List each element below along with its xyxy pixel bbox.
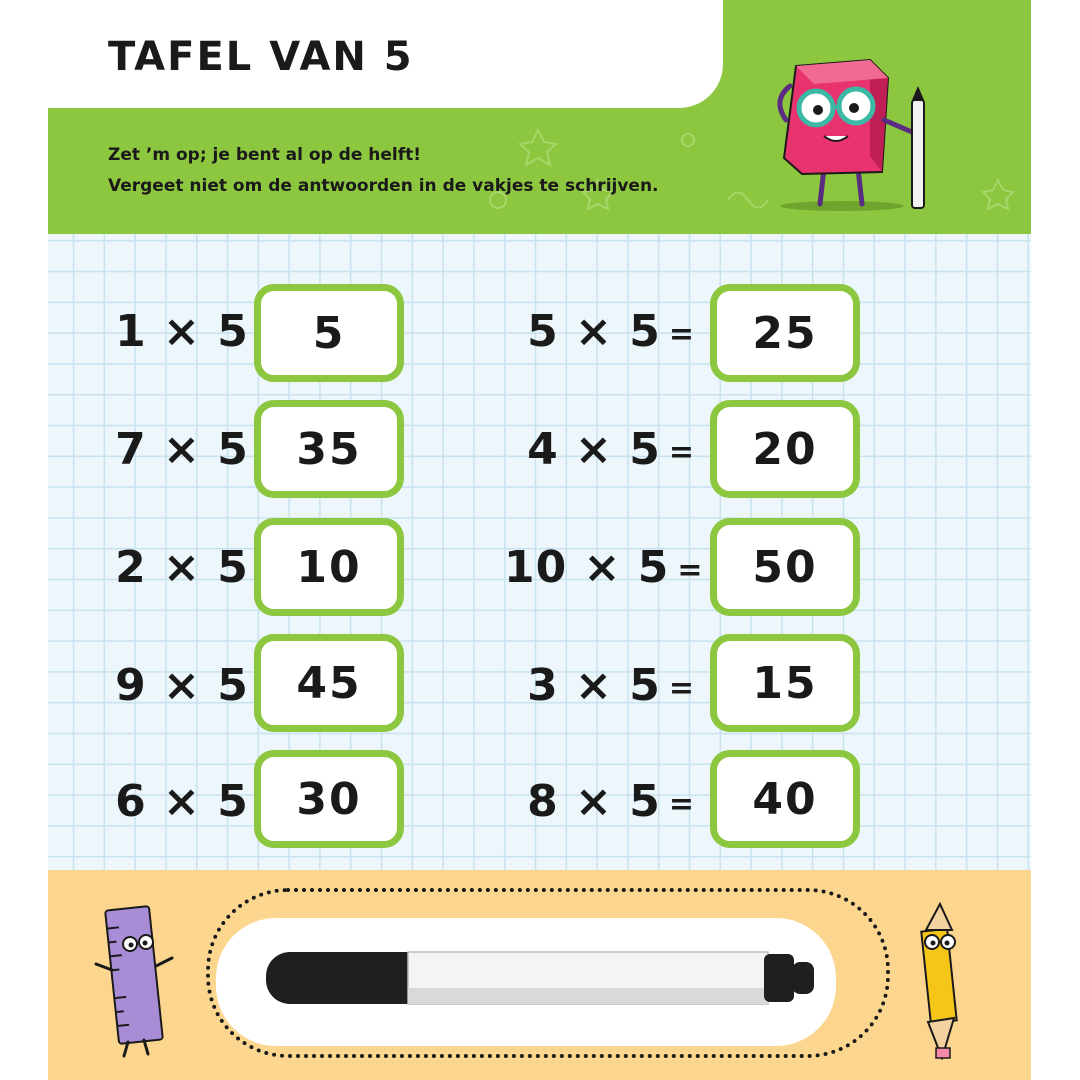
answer-box[interactable]: 15 — [710, 634, 860, 732]
answer-box[interactable]: 5 — [254, 284, 404, 382]
eraser-mascot-icon — [762, 50, 942, 212]
marker-tray-area — [48, 870, 1031, 1080]
problem-label: 8 × 5 = — [527, 776, 694, 827]
instructions — [108, 140, 659, 202]
whiteboard-marker-icon[interactable] — [258, 948, 823, 1008]
problem-label: 5 × 5 = — [527, 306, 694, 357]
answer-box[interactable]: 45 — [254, 634, 404, 732]
problem-label: 2 × 5 — [115, 542, 249, 593]
problem-label: 7 × 5 — [115, 424, 249, 475]
page-title: TAFEL VAN 5 — [108, 34, 414, 80]
problem-label: 4 × 5 = — [527, 424, 694, 475]
ruler-mascot-icon — [90, 900, 180, 1060]
instruction-line: Zet ’m op; je bent al op de helft! — [108, 145, 422, 165]
answer-box[interactable]: 10 — [254, 518, 404, 616]
instruction-line: Vergeet niet om de antwoorden in de vakjes te schrijven. — [108, 176, 659, 196]
answer-box[interactable]: 20 — [710, 400, 860, 498]
worksheet-page — [48, 0, 1031, 1080]
problem-label: 9 × 5 — [115, 660, 249, 711]
problem-label: 6 × 5 — [115, 776, 249, 827]
problem-label: 3 × 5 = — [527, 660, 694, 711]
answer-box[interactable]: 35 — [254, 400, 404, 498]
pencil-mascot-icon — [910, 900, 970, 1060]
answer-box[interactable]: 25 — [710, 284, 860, 382]
problem-label: 10 × 5 = — [504, 542, 703, 593]
problem-label: 1 × 5 — [115, 306, 249, 357]
answer-box[interactable]: 30 — [254, 750, 404, 848]
answer-box[interactable]: 40 — [710, 750, 860, 848]
answer-box[interactable]: 50 — [710, 518, 860, 616]
